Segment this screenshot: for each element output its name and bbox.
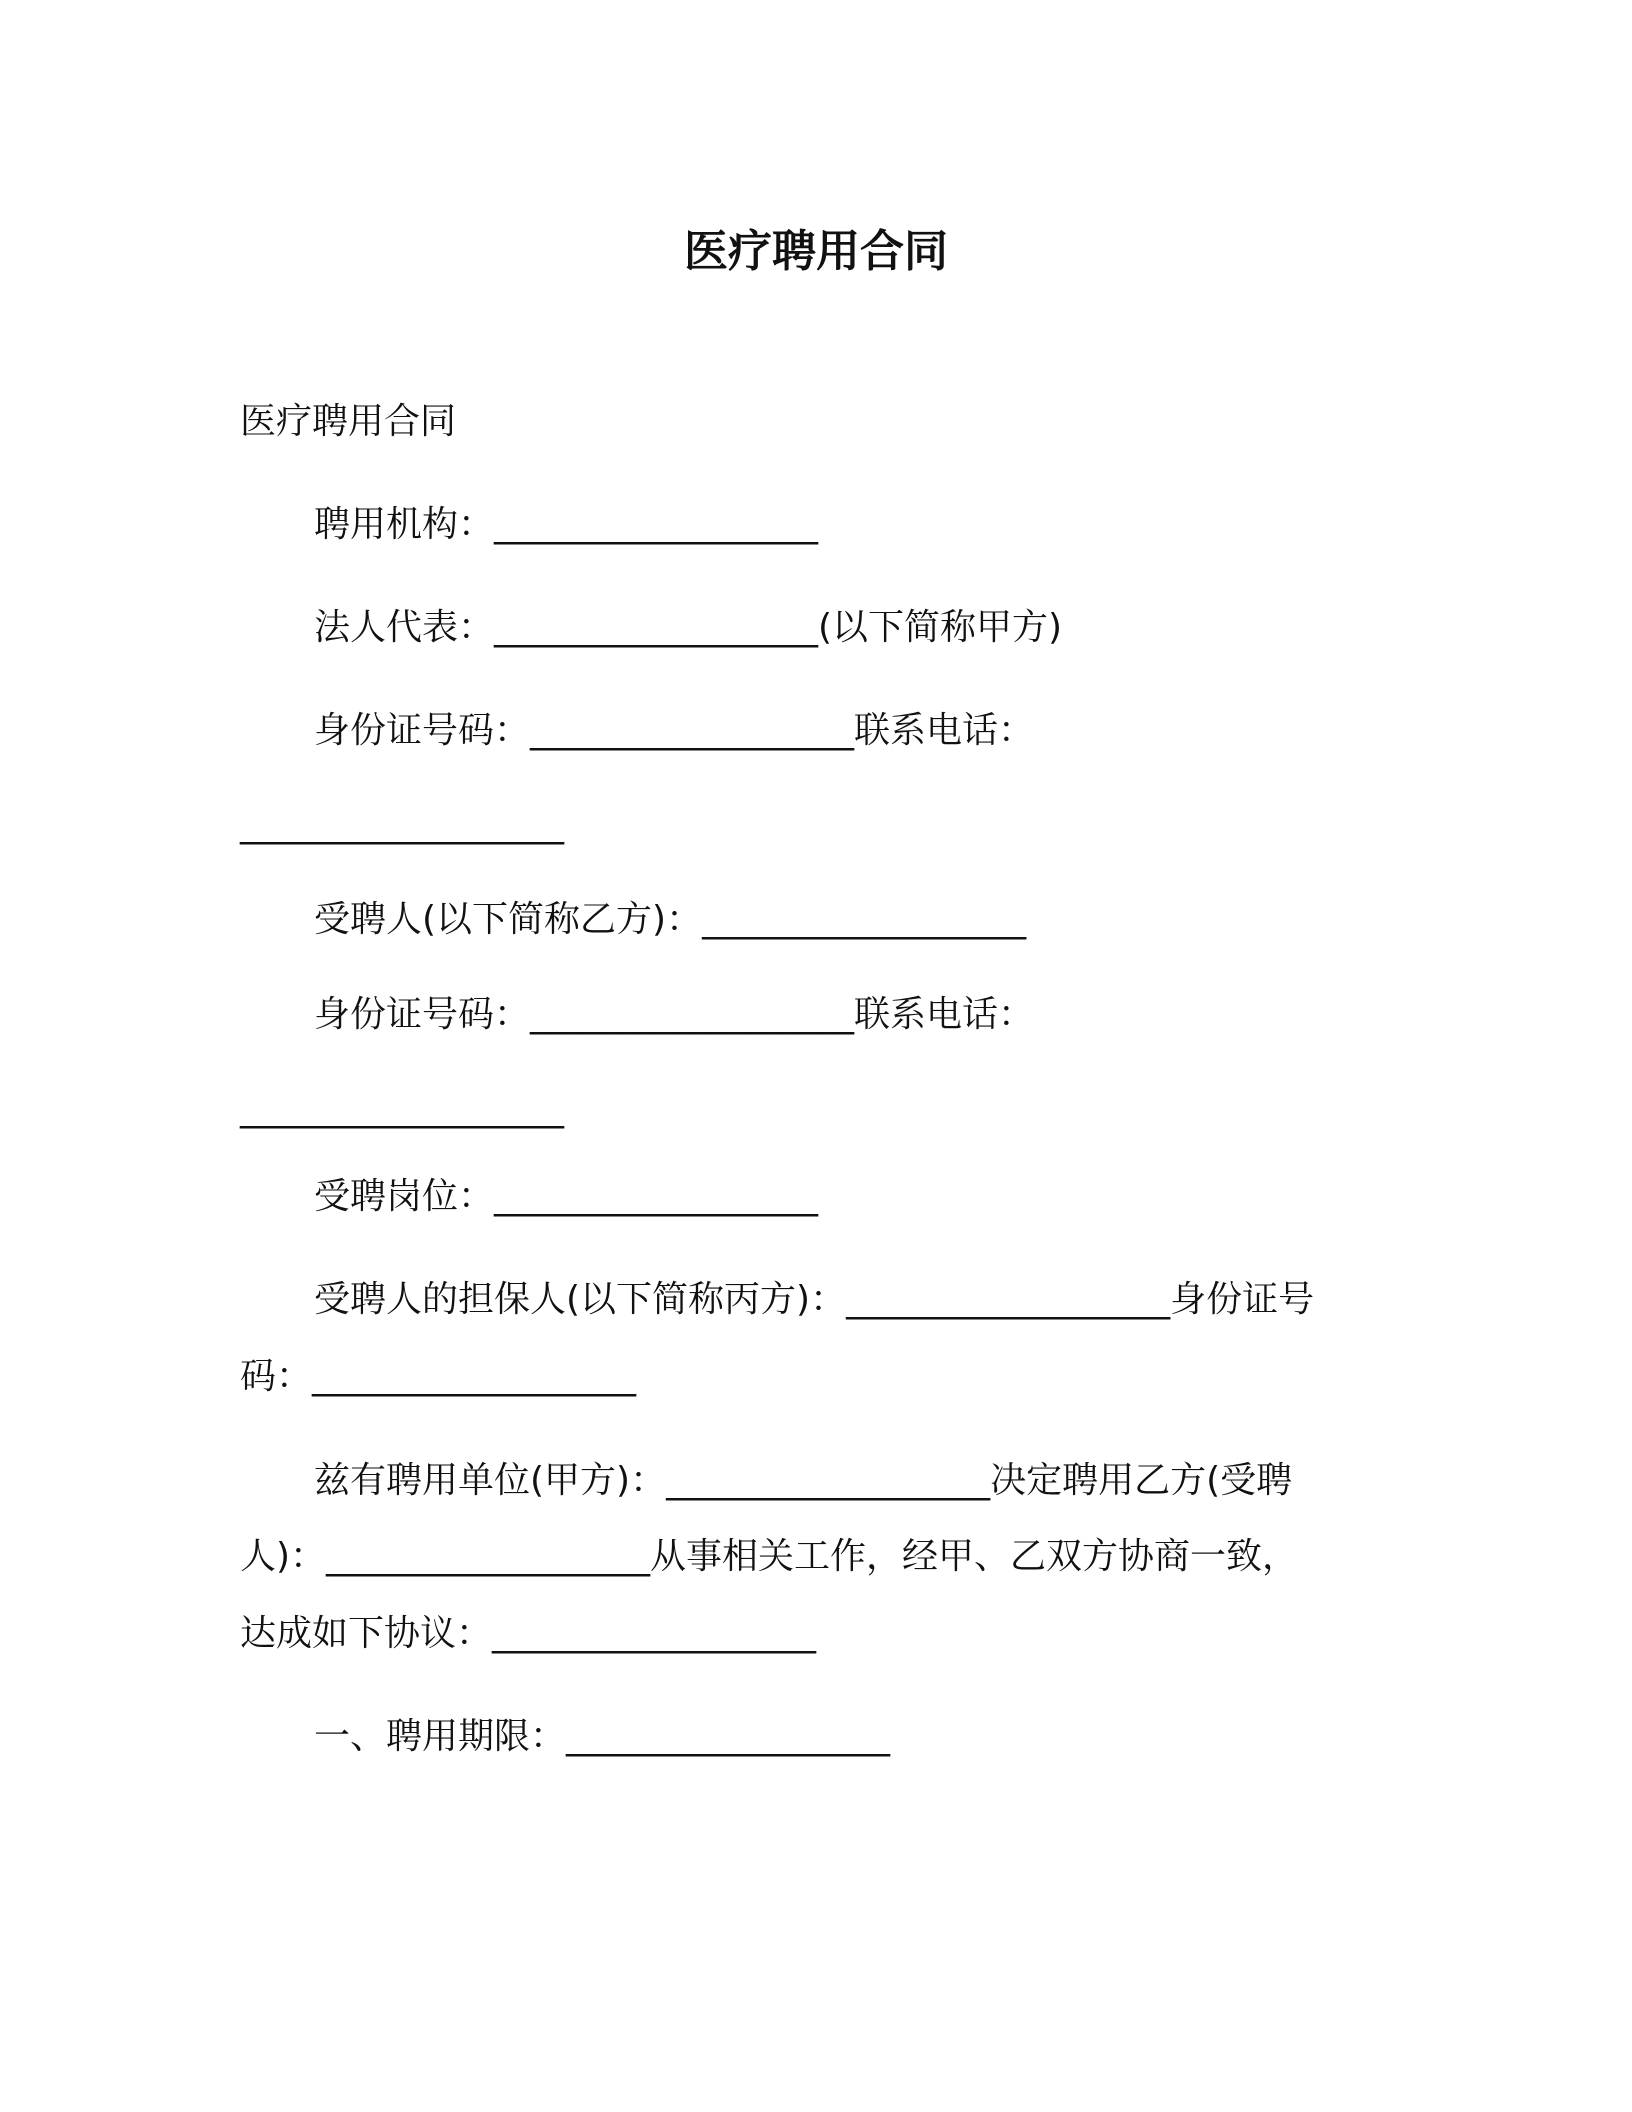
field-employee-phone-blank: __________________ <box>240 1088 564 1129</box>
field-guarantor-id-continuation: 码：__________________ <box>240 1356 637 1397</box>
field-employee: 受聘人(以下简称乙方)：__________________ <box>314 899 1027 940</box>
field-employee-id-and-phone: 身份证号码：__________________联系电话： <box>314 994 1035 1035</box>
field-position: 受聘岗位：__________________ <box>314 1176 819 1217</box>
agreement-paragraph-line-2: 人)：__________________从事相关工作，经甲、乙双方协商一致， <box>240 1536 1299 1577</box>
document-title: 医疗聘用合同 <box>684 226 948 277</box>
field-guarantor: 受聘人的担保人(以下简称丙方)：__________________身份证号 <box>314 1279 1315 1320</box>
field-legal-representative: 法人代表：__________________(以下简称甲方) <box>314 607 1063 648</box>
document-subtitle: 医疗聘用合同 <box>240 401 457 442</box>
agreement-paragraph-line-3: 达成如下协议：__________________ <box>240 1613 817 1654</box>
agreement-paragraph-line-1: 兹有聘用单位(甲方)：__________________决定聘用乙方(受聘 <box>314 1460 1293 1501</box>
field-employer: 聘用机构：__________________ <box>314 504 819 545</box>
field-employer-phone-blank: __________________ <box>240 804 564 845</box>
section-1-employment-term: 一、聘用期限：__________________ <box>314 1716 891 1757</box>
field-employer-id-and-phone: 身份证号码：__________________联系电话： <box>314 710 1035 751</box>
